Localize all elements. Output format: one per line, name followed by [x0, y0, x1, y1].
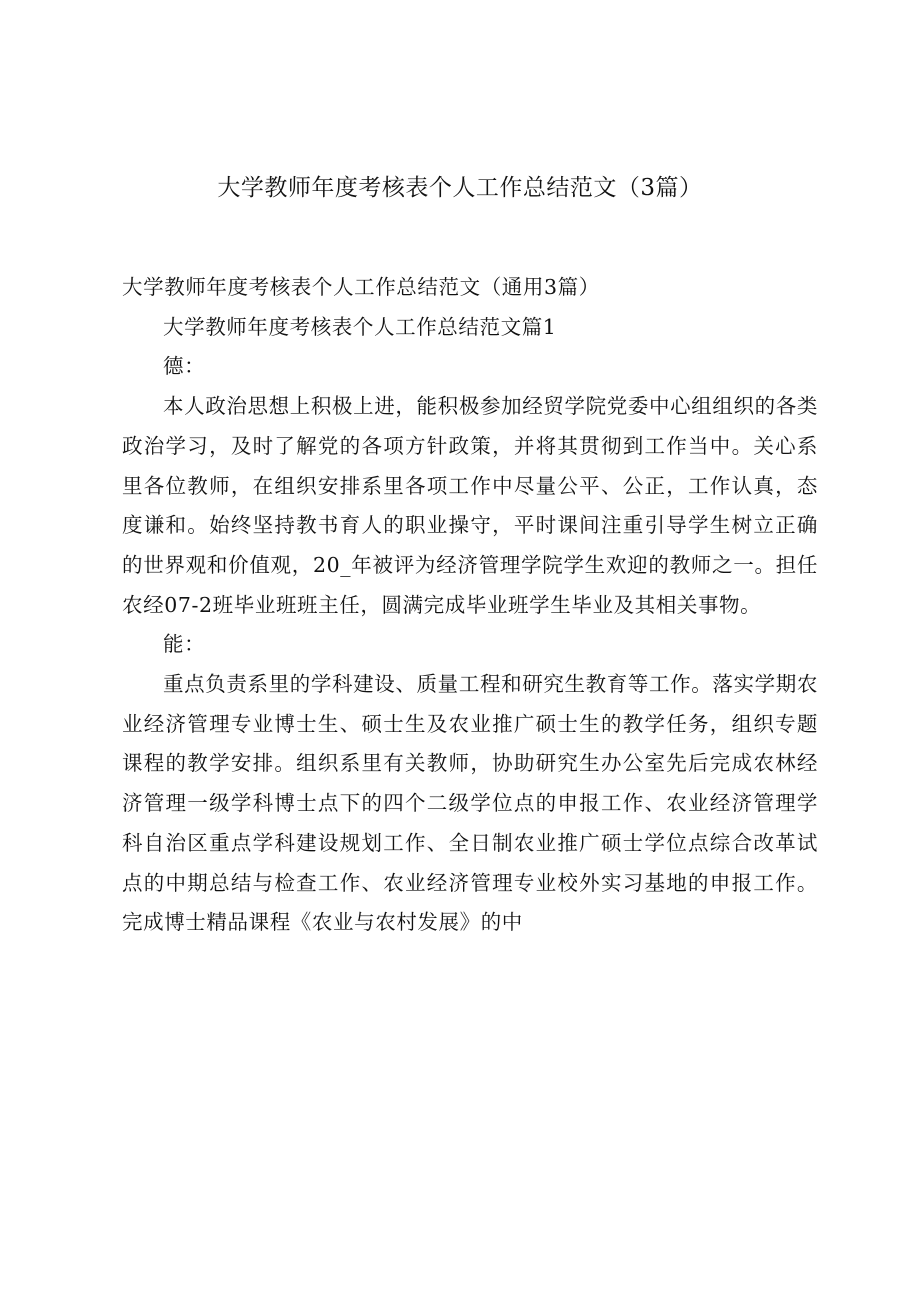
virtue-heading-paragraph: 德： — [163, 354, 206, 379]
virtue-body-paragraph: 本人政治思想上积极上进，能积极参加经贸学院党委中心组组织的各类政治学习，及时了解党的各项方针政策，并将其贯彻到工作当中。关心系里各位教师，在组织安排系里各项工作中尽量公平、公正，工作认真，态度谦和。始终坚持教书育人的职业操守，平时课间注重引导学生树立正确的世界观和价值观，20_年被评为经济管理学院学生欢迎的教师之一。担任农经07-2班毕业班班主任，圆满完成毕业班学生毕业及其相关事物。 — [122, 394, 818, 617]
section-heading-paragraph: 大学教师年度考核表个人工作总结范文篇1 — [163, 314, 557, 339]
ability-heading-paragraph: 能： — [163, 632, 206, 657]
ability-body-paragraph: 重点负责系里的学科建设、质量工程和研究生教育等工作。落实学期农业经济管理专业博士生、硕士生及农业推广硕士生的教学任务，组织专题课程的教学安排。组织系里有关教师，协助研究生办公室先后完成农林经济管理一级学科博士点下的四个二级学位点的申报工作、农业经济管理学科自治区重点学科建设规划工作、全日制农业推广硕士学位点综合改革试点的中期总结与检查工作、农业经济管理专业校外实习基地的申报工作。完成博士精品课程《农业与农村发展》的中 — [122, 672, 818, 935]
document-title: 大学教师年度考核表个人工作总结范文（3篇） — [217, 175, 703, 201]
subtitle-paragraph: 大学教师年度考核表个人工作总结范文（通用3篇） — [122, 275, 600, 299]
document-body — [122, 268, 818, 943]
